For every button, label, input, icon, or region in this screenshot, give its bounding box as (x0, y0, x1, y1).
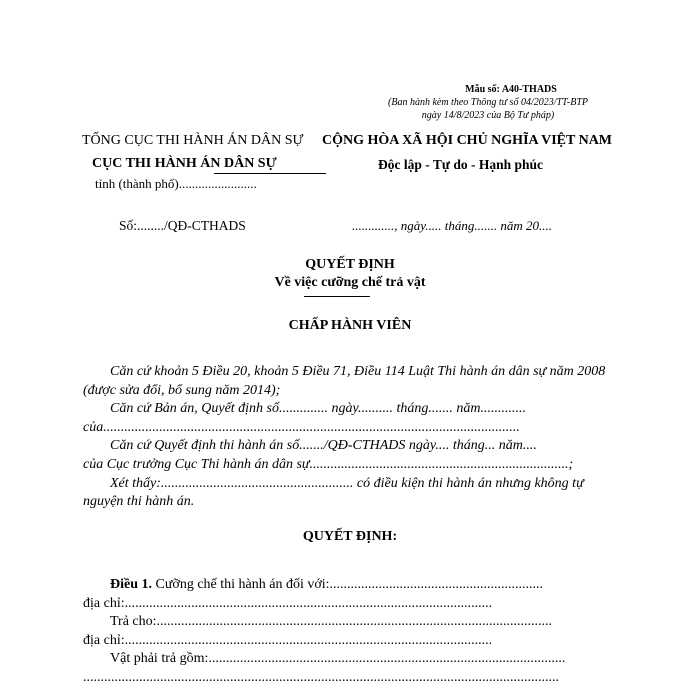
article-1 (83, 576, 611, 688)
form-code: Mẫu số: A40-THADS (465, 84, 557, 95)
article-1-items-continued: ........................................................................................................................................ (83, 669, 559, 685)
country-name: CỘNG HÒA XÃ HỘI CHỦ NGHĨA VIỆT NAM (322, 133, 613, 148)
national-motto: Độc lập - Tự do - Hạnh phúc (378, 157, 544, 172)
article-1-recipient: Trả cho:................................................................................................................. (110, 614, 553, 630)
ground-judgment: Căn cứ Bản án, Quyết định số.............. ngày.......... tháng....... năm............. (110, 401, 526, 417)
article-1-address: địa chỉ:......................................................................................................... (83, 595, 493, 611)
article-1-line1 (83, 576, 611, 595)
form-issued-by-line1: (Ban hành kèm theo Thông tư số 04/2023/TT-BTP (388, 97, 588, 108)
document-subject: Về việc cưỡng chế trả vật (274, 275, 426, 290)
article-1-recipient-address: địa chỉ:......................................................................................................... (83, 632, 493, 648)
agency-name: CỤC THI HÀNH ÁN DÂN SỰ (92, 156, 277, 171)
agency-parent: TỔNG CỤC THI HÀNH ÁN DÂN SỰ (82, 133, 304, 148)
agency-location: tỉnh (thành phố)........................ (95, 176, 257, 191)
decision-number: Số:......../QĐ-CTHADS (119, 218, 246, 233)
article-1-items: Vật phải trả gồm:...................................................................................................... (110, 651, 566, 667)
place-date: ............., ngày..... tháng....... năm 20.... (352, 218, 553, 233)
subject-underline (304, 296, 370, 297)
article-1-label: Điều 1. (110, 577, 152, 592)
document-title: QUYẾT ĐỊNH (305, 257, 395, 272)
form-issued-by-line2: ngày 14/8/2023 của Bộ Tư pháp) (421, 110, 555, 121)
ground-law: Căn cứ khoản 5 Điều 20, khoản 5 Điều 71, Điều 114 Luật Thi hành án dân sự năm 2008 (được sửa đổi, bổ sung năm 2014); (83, 364, 606, 398)
form-code-block (370, 83, 606, 122)
ground-judgment-issuer: của....................................................................................................................... (83, 419, 520, 435)
ground-enforcement-issuer: của Cục trưởng Cục Thi hành án dân sự..........................................................................; (83, 456, 574, 472)
ground-consideration: Xét thấy:....................................................... có điều kiện thi hành án nhưng không tự nguyện thi hành án. (83, 475, 584, 510)
agency-underline (214, 173, 326, 174)
officer-title: CHẤP HÀNH VIÊN (288, 318, 412, 333)
ground-enforcement-decision: Căn cứ Quyết định thi hành án số......./QĐ-CTHADS ngày.... tháng... năm.... (110, 438, 537, 454)
decision-heading: QUYẾT ĐỊNH: (302, 529, 398, 544)
legal-grounds (83, 363, 611, 512)
article-1-subject: Cưỡng chế thi hành án đối với:............................................................. (152, 577, 544, 592)
